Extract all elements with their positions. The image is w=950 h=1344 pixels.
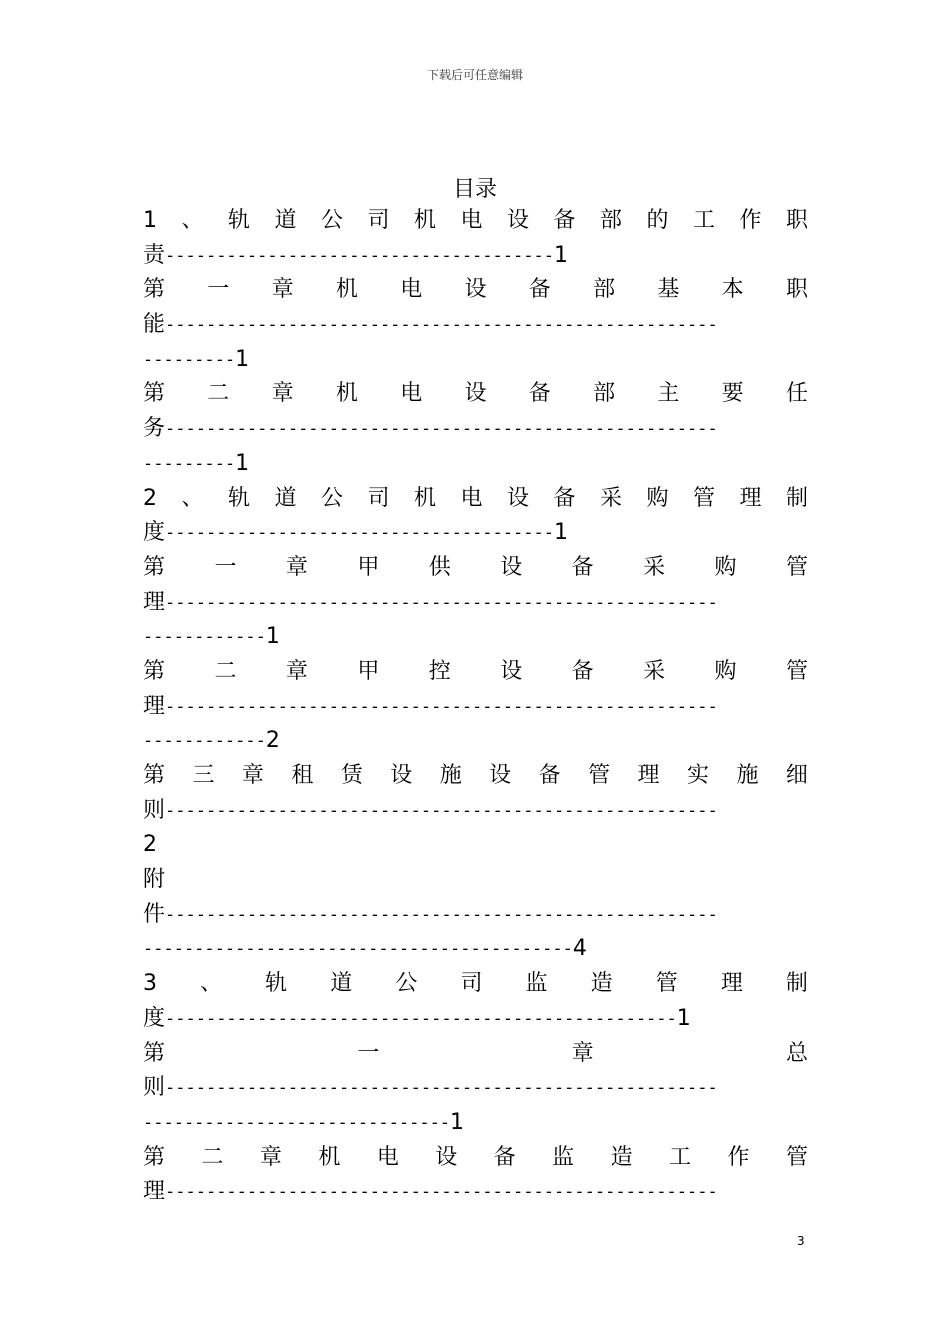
toc-glyph: 设 [506, 485, 529, 511]
toc-line [143, 343, 808, 378]
toc-glyph: 管 [588, 763, 611, 788]
toc-leader-dashes: ------------------------------------------------------ [165, 1182, 718, 1203]
toc-glyph: 购 [714, 554, 737, 580]
toc-glyph: 设 [435, 1144, 458, 1170]
toc-glyph: 章 [271, 381, 294, 407]
toc-glyph: 购 [714, 658, 737, 684]
toc-line [143, 828, 808, 863]
toc-glyph: 备 [528, 277, 551, 303]
toc-glyph: 备 [553, 208, 576, 233]
toc-line [143, 412, 808, 447]
toc-glyph: 备 [528, 381, 551, 407]
toc-glyph: 的 [646, 208, 669, 233]
toc-line-lead: 能 [143, 312, 166, 338]
toc-glyph: 设 [500, 658, 523, 684]
toc-page-number: 1 [676, 1005, 691, 1031]
toc-glyph: 道 [274, 208, 297, 233]
toc-line [143, 863, 808, 898]
toc-glyph: 、 [181, 208, 204, 233]
toc-glyph: 制 [785, 485, 808, 511]
toc-line [143, 204, 808, 239]
toc-glyph: 施 [736, 763, 759, 788]
toc-glyph: 工 [669, 1144, 692, 1170]
toc-glyph: 施 [439, 763, 462, 788]
toc-glyph: 道 [330, 971, 353, 997]
toc-page-number: 1 [265, 624, 280, 650]
toc-line [143, 551, 808, 586]
toc-glyph: 部 [593, 381, 616, 407]
toc-glyph: 基 [657, 277, 680, 303]
toc-page-number: 4 [572, 936, 587, 962]
toc-glyph: 第 [143, 1040, 166, 1066]
toc-page-number: 1 [553, 242, 568, 268]
toc-glyph: 职 [785, 277, 808, 303]
toc-line [143, 759, 808, 794]
toc-glyph: 一 [214, 554, 237, 580]
toc-glyph: 租 [291, 763, 314, 788]
toc-glyph: 第 [143, 381, 166, 407]
page-number: 3 [797, 1234, 805, 1248]
toc-glyph: 第 [143, 1144, 166, 1170]
toc-glyph: 监 [525, 971, 548, 997]
toc-glyph: 购 [646, 485, 669, 511]
toc-line [143, 1141, 808, 1176]
toc-page-number: 1 [450, 1109, 465, 1135]
toc-glyph: 公 [320, 485, 343, 511]
toc-line-lead: 责 [143, 242, 166, 268]
toc-line-lead: 度 [143, 520, 166, 546]
toc-leader-dashes: -------------------------------------- [165, 523, 554, 544]
toc-glyph: 管 [785, 1144, 808, 1170]
toc-glyph: 要 [721, 381, 744, 407]
toc-glyph: 二 [201, 1144, 224, 1170]
toc-glyph: 第 [143, 763, 166, 788]
toc-glyph: 备 [538, 763, 561, 788]
page-header-note: 下载后可任意编辑 [426, 68, 523, 82]
toc-leader-dashes: ------------ [143, 627, 266, 648]
toc-line-lead: 理 [143, 1179, 166, 1205]
toc-glyph: 管 [692, 485, 715, 511]
toc-glyph: 第 [143, 658, 166, 684]
toc-line [143, 447, 808, 482]
toc-glyph: 供 [428, 554, 451, 580]
toc-glyph: 道 [274, 485, 297, 511]
toc-line [143, 273, 808, 308]
toc-glyph: 、 [181, 485, 204, 511]
toc-glyph: 一 [207, 277, 230, 303]
toc-glyph: 甲 [357, 554, 380, 580]
toc-glyph: 备 [571, 658, 594, 684]
toc-glyph: 理 [720, 971, 743, 997]
toc-line [143, 482, 808, 517]
toc-line [143, 377, 808, 412]
toc-line-lead: 度 [143, 1005, 166, 1031]
toc-line-lead: 件 [143, 901, 166, 927]
toc-glyph: 理 [739, 485, 762, 511]
toc-glyph: 总 [785, 1040, 808, 1066]
toc-line [143, 898, 808, 933]
toc-glyph: 管 [785, 658, 808, 684]
toc-line-lead: 2 [143, 832, 157, 858]
toc-line [143, 794, 808, 829]
toc-glyph: 管 [785, 554, 808, 580]
toc-glyph: 机 [413, 208, 436, 233]
toc-line [143, 1037, 808, 1072]
toc-line-lead: 理 [143, 589, 166, 615]
toc-glyph: 采 [643, 658, 666, 684]
toc-line [143, 1175, 808, 1210]
toc-glyph: 制 [785, 971, 808, 997]
toc-glyph: 二 [214, 658, 237, 684]
toc-glyph: 采 [599, 485, 622, 511]
toc-glyph: 第 [143, 554, 166, 580]
toc-page-number: 1 [235, 450, 250, 476]
toc-glyph: 本 [721, 277, 744, 303]
toc-glyph: 二 [207, 381, 230, 407]
toc-glyph: 电 [400, 381, 423, 407]
toc-glyph: 机 [335, 277, 358, 303]
toc-line [143, 724, 808, 759]
toc-glyph: 监 [552, 1144, 575, 1170]
toc-leader-dashes: ------------ [143, 731, 266, 752]
toc-glyph: 作 [727, 1144, 750, 1170]
toc-glyph: 部 [599, 208, 622, 233]
toc-glyph: 司 [367, 485, 390, 511]
toc-leader-dashes: --------- [143, 453, 236, 474]
toc-glyph: 赁 [340, 763, 363, 788]
toc-glyph: 部 [593, 277, 616, 303]
toc-leader-dashes: ------------------------------------------------------ [165, 419, 718, 440]
toc-line [143, 516, 808, 551]
toc-glyph: 采 [643, 554, 666, 580]
toc-leader-dashes: ------------------------------------------------------ [165, 800, 718, 821]
toc-glyph: 机 [318, 1144, 341, 1170]
toc-glyph: 公 [320, 208, 343, 233]
toc-glyph: 轨 [227, 485, 250, 511]
toc-leader-dashes: --------- [143, 349, 236, 370]
toc-glyph: 管 [655, 971, 678, 997]
toc-glyph: 章 [241, 763, 264, 788]
toc-glyph: 理 [637, 763, 660, 788]
toc-leader-dashes: ------------------------------------------------------ [165, 592, 718, 613]
toc-glyph: 备 [553, 485, 576, 511]
toc-glyph: 公 [395, 971, 418, 997]
toc-glyph: 1 [143, 208, 157, 233]
toc-line [143, 1071, 808, 1106]
toc-leader-dashes: ------------------------------------------------------ [165, 1078, 718, 1099]
toc-glyph: 任 [785, 381, 808, 407]
toc-glyph: 实 [686, 763, 709, 788]
toc-glyph: 2 [143, 485, 157, 511]
toc-line [143, 932, 808, 967]
toc-glyph: 设 [464, 277, 487, 303]
toc-title: 目录 [452, 177, 497, 202]
toc-glyph: 设 [464, 381, 487, 407]
table-of-contents [143, 204, 808, 1210]
toc-line [143, 620, 808, 655]
toc-leader-dashes: ------------------------------------------ [143, 939, 573, 960]
toc-glyph: 设 [390, 763, 413, 788]
toc-glyph: 章 [259, 1144, 282, 1170]
toc-glyph: 轨 [227, 208, 250, 233]
toc-glyph: 电 [400, 277, 423, 303]
toc-glyph: 细 [785, 763, 808, 788]
toc-leader-dashes: -------------------------------------------------- [165, 1008, 677, 1029]
toc-glyph: 甲 [357, 658, 380, 684]
toc-glyph: 章 [271, 277, 294, 303]
toc-glyph: 章 [285, 658, 308, 684]
toc-leader-dashes: -------------------------------------- [165, 245, 554, 266]
toc-line [143, 655, 808, 690]
toc-leader-dashes: ------------------------------------------------------ [165, 315, 718, 336]
toc-line [143, 967, 808, 1002]
toc-line [143, 690, 808, 725]
toc-glyph: 备 [493, 1144, 516, 1170]
toc-glyph: 机 [413, 485, 436, 511]
toc-line-lead: 理 [143, 693, 166, 719]
toc-glyph: 电 [460, 208, 483, 233]
toc-glyph: 造 [590, 971, 613, 997]
toc-glyph: 轨 [265, 971, 288, 997]
toc-glyph: 电 [460, 485, 483, 511]
toc-line-lead: 则 [143, 797, 166, 823]
toc-glyph: 机 [335, 381, 358, 407]
toc-glyph: 职 [785, 208, 808, 233]
toc-glyph: 司 [367, 208, 390, 233]
toc-glyph: 备 [571, 554, 594, 580]
toc-glyph: 章 [571, 1040, 594, 1066]
toc-glyph: 主 [657, 381, 680, 407]
toc-page-number: 1 [553, 520, 568, 546]
toc-glyph: 设 [489, 763, 512, 788]
toc-page-number: 1 [235, 346, 250, 372]
toc-glyph: 设 [506, 208, 529, 233]
toc-leader-dashes: ------------------------------------------------------ [165, 904, 718, 925]
toc-line-lead: 务 [143, 416, 166, 442]
toc-line [143, 239, 808, 274]
toc-glyph: 工 [692, 208, 715, 233]
toc-glyph: 三 [192, 763, 215, 788]
toc-line [143, 586, 808, 621]
toc-glyph: 3 [143, 971, 157, 997]
toc-glyph: 造 [610, 1144, 633, 1170]
toc-line-lead: 则 [143, 1075, 166, 1101]
toc-page-number: 2 [265, 728, 280, 754]
toc-glyph: 司 [460, 971, 483, 997]
toc-glyph: 电 [376, 1144, 399, 1170]
toc-line [143, 1106, 808, 1141]
toc-glyph: 作 [739, 208, 762, 233]
toc-glyph: 控 [428, 658, 451, 684]
toc-glyph: 章 [285, 554, 308, 580]
toc-line [143, 1002, 808, 1037]
toc-glyph: 、 [200, 971, 223, 997]
toc-glyph: 一 [357, 1040, 380, 1066]
toc-line [143, 308, 808, 343]
toc-glyph: 设 [500, 554, 523, 580]
toc-glyph: 第 [143, 277, 166, 303]
toc-leader-dashes: ------------------------------ [143, 1112, 451, 1133]
toc-leader-dashes: ------------------------------------------------------ [165, 696, 718, 717]
toc-line-lead: 附 [143, 867, 166, 893]
